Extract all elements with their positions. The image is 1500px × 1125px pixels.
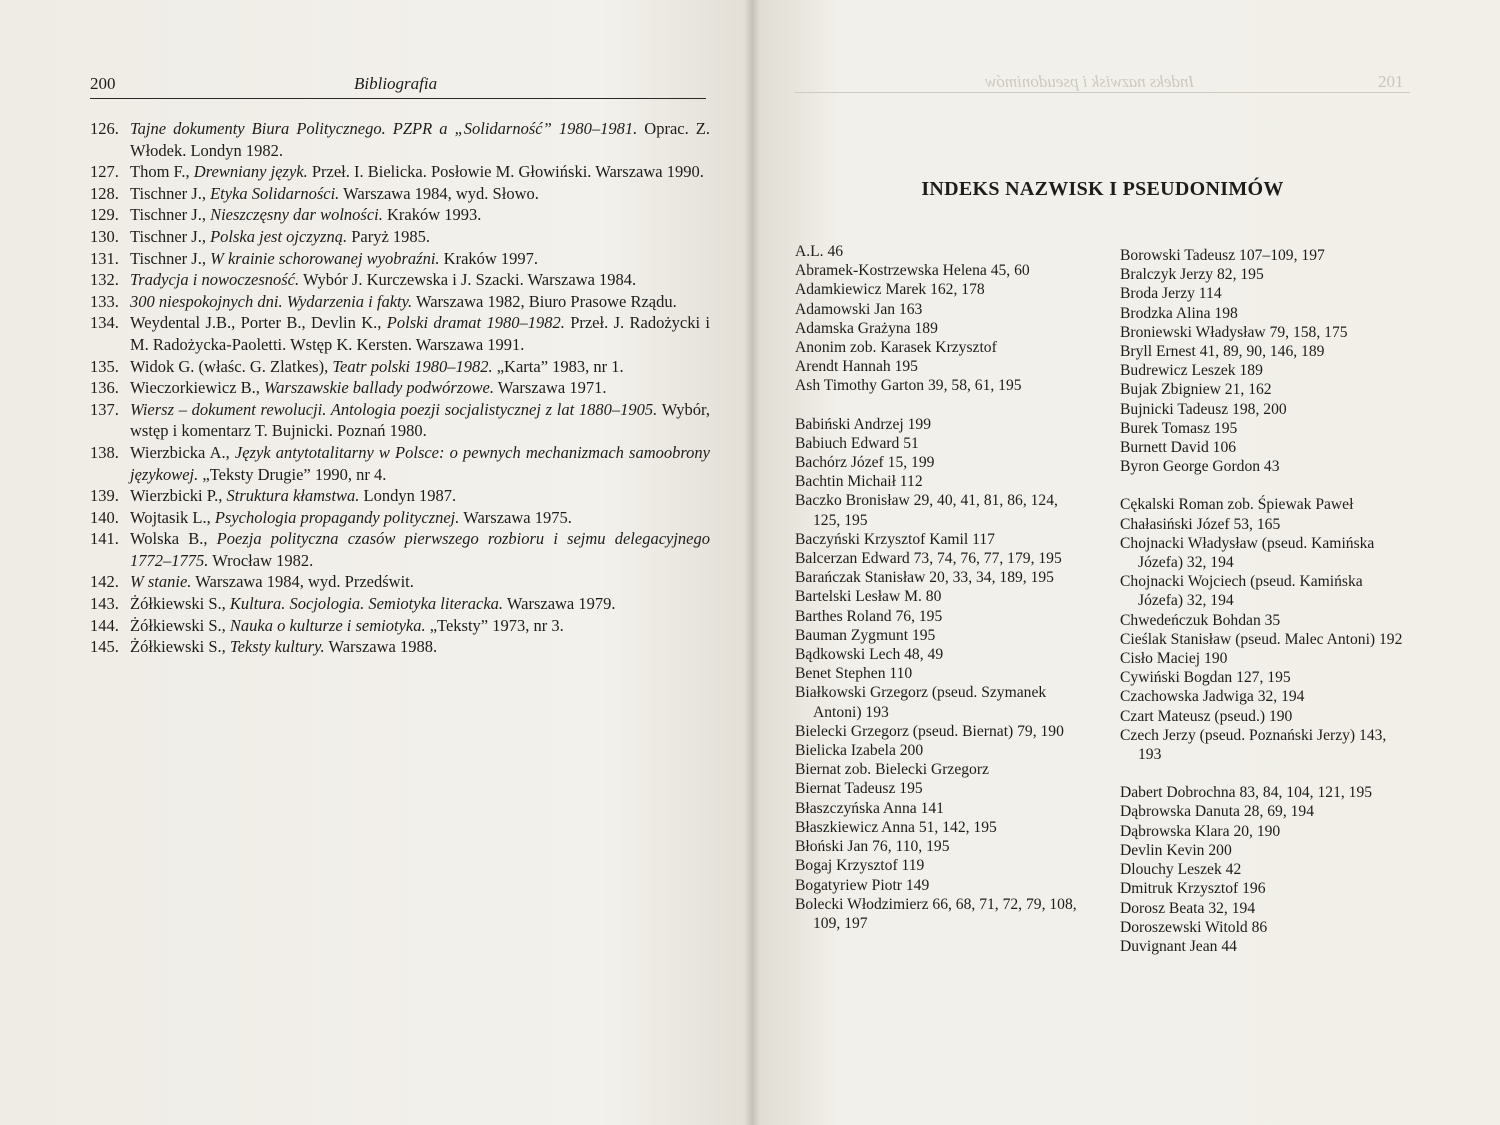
- bibliography-entry: [90, 442, 710, 485]
- entry-details: Przeł. J. Radożycki i M. Radożycka-Paoletti. Wstęp K. Kersten. Warszawa 1991.: [130, 313, 711, 354]
- entry-details: Wrocław 1982.: [208, 550, 314, 570]
- index-entry: Dąbrowska Klara 20, 190: [1120, 822, 1281, 840]
- entry-details: Paryż 1985.: [347, 226, 431, 246]
- index-entry: Czachowska Jadwiga 32, 194: [1120, 688, 1305, 706]
- bibliography-entry: [90, 248, 710, 270]
- entry-details: Kraków 1997.: [439, 248, 539, 268]
- index-entry: Devlin Kevin 200: [1120, 841, 1232, 859]
- entry-author: Żółkiewski S.,: [130, 637, 230, 657]
- entry-number: 128.: [90, 183, 119, 203]
- index-entry: Bartelski Lesław M. 80: [795, 588, 942, 606]
- entry-title: Nauka o kulturze i semiotyka.: [229, 615, 426, 635]
- entry-details: Warszawa 1971.: [493, 378, 607, 398]
- index-entry: Chałasiński Józef 53, 165: [1120, 515, 1281, 533]
- index-entry: Byron George Gordon 43: [1120, 458, 1280, 476]
- index-entry: Brodzka Alina 198: [1120, 304, 1238, 322]
- entry-number: 144.: [90, 615, 119, 635]
- entry-title: Nieszczęsny dar wolności.: [210, 205, 383, 225]
- entry-author: Żółkiewski S.,: [130, 615, 230, 635]
- entry-details: Oprac. Z. Włodek. Londyn 1982.: [130, 119, 711, 160]
- index-entry: Bielecki Grzegorz (pseud. Biernat) 79, 190: [795, 722, 1064, 740]
- entry-title: W stanie.: [130, 572, 192, 592]
- index-entry: Bogaj Krzysztof 119: [795, 857, 925, 875]
- bibliography-entry: [90, 593, 710, 615]
- entry-details: „Teksty” 1973, nr 3.: [425, 615, 564, 635]
- index-entry: Czech Jerzy (pseud. Poznański Jerzy) 143, 193: [1120, 726, 1387, 764]
- index-entry: Cisło Maciej 190: [1120, 650, 1228, 668]
- entry-author: Wojtasik L.,: [130, 507, 215, 527]
- index-entry: Bachtin Michaił 112: [795, 473, 923, 491]
- index-entry: Dąbrowska Danuta 28, 69, 194: [1120, 803, 1315, 821]
- bleed-through-page-number: 201: [1378, 72, 1404, 91]
- index-entry: Chwedeńczuk Bohdan 35: [1120, 611, 1281, 629]
- entry-details: Warszawa 1979.: [503, 594, 616, 614]
- index-entry: Budrewicz Leszek 189: [1120, 362, 1263, 380]
- entry-title: Kultura. Socjologia. Semiotyka literacka.: [229, 594, 504, 614]
- index-entry: Chojnacki Wojciech (pseud. Kamińska Józefa) 32, 194: [1120, 573, 1363, 610]
- entry-title: Tradycja i nowoczesność.: [130, 270, 300, 290]
- entry-details: Warszawa 1984, wyd. Przedświt.: [191, 572, 414, 592]
- entry-title: Poezja polityczna czasów pierwszego rozbioru i sejmu delegacyjnego 1772–1775.: [130, 529, 710, 570]
- index-entry: Burnett David 106: [1120, 439, 1237, 457]
- entry-number: 142.: [90, 572, 119, 592]
- entry-title: Tajne dokumenty Biura Politycznego. PZPR a „Solidarność” 1980–1981.: [130, 119, 638, 138]
- bibliography-entry: [90, 204, 710, 226]
- index-entry: Arendt Hannah 195: [795, 358, 918, 376]
- index-entry: Bujak Zbigniew 21, 162: [1120, 381, 1272, 399]
- bibliography-entry: [90, 485, 710, 507]
- bleed-through-running-title: Indeks nazwisk i pseudonimów: [985, 72, 1195, 91]
- index-entry: Anonim zob. Karasek Krzysztof: [795, 339, 997, 357]
- bibliography-entry: [90, 161, 710, 183]
- entry-number: 127.: [90, 162, 119, 182]
- entry-title: Drewniany język.: [193, 162, 308, 182]
- index-entry: Cękalski Roman zob. Śpiewak Paweł: [1120, 496, 1354, 514]
- running-title: Bibliografia: [354, 74, 438, 93]
- index-entry: Błoński Jan 76, 110, 195: [795, 838, 950, 856]
- entry-details: Warszawa 1982, Biuro Prasowe Rządu.: [412, 291, 677, 311]
- entry-author: Weydental J.B., Porter B., Devlin K.,: [130, 313, 387, 333]
- entry-author: Żółkiewski S.,: [130, 594, 230, 614]
- index-entry: Balcerzan Edward 73, 74, 76, 77, 179, 195: [795, 550, 1062, 568]
- index-entry: A.L. 46: [795, 243, 844, 260]
- entry-number: 140.: [90, 507, 119, 527]
- index-entry: Duvignant Jean 44: [1120, 937, 1237, 955]
- bibliography-entry: [90, 377, 710, 399]
- bibliography-entry: [90, 399, 710, 442]
- index-entry: Broniewski Władysław 79, 158, 175: [1120, 323, 1348, 341]
- entry-title: Teksty kultury.: [229, 637, 325, 657]
- entry-title: Polski dramat 1980–1982.: [386, 313, 565, 333]
- entry-number: 132.: [90, 270, 119, 290]
- entry-details: Warszawa 1975.: [459, 507, 572, 527]
- index-entry: Biernat zob. Bielecki Grzegorz: [795, 761, 989, 779]
- index-entry: Abramek-Kostrzewska Helena 45, 60: [795, 262, 1030, 280]
- index-entry: Bralczyk Jerzy 82, 195: [1120, 266, 1264, 284]
- entry-title: Polska jest ojczyzną.: [210, 226, 348, 246]
- entry-title: 300 niespokojnych dni. Wydarzenia i fakty.: [130, 291, 413, 311]
- entry-number: 131.: [90, 248, 119, 268]
- index-entry: Borowski Tadeusz 107–109, 197: [1120, 247, 1325, 264]
- entry-author: Wierzbicka A.,: [130, 442, 235, 462]
- entry-author: Tischner J.,: [130, 248, 211, 268]
- entry-details: Przeł. I. Bielicka. Posłowie M. Głowiński. Warszawa 1990.: [307, 162, 704, 182]
- index-entry: Dmitruk Krzysztof 196: [1120, 880, 1266, 898]
- index-entry: Baczyński Krzysztof Kamil 117: [795, 530, 995, 548]
- bibliography-entry: [90, 571, 710, 593]
- index-entry: Bądkowski Lech 48, 49: [795, 646, 944, 664]
- index-entry: Błaszkiewicz Anna 51, 142, 195: [795, 818, 997, 836]
- index-entry: Dabert Dobrochna 83, 84, 104, 121, 195: [1120, 784, 1373, 802]
- index-entry: Doroszewski Witold 86: [1120, 918, 1268, 936]
- index-entry: Dlouchy Leszek 42: [1120, 861, 1242, 879]
- entry-number: 135.: [90, 356, 119, 376]
- entry-details: Wybór J. Kurczewska i J. Szacki. Warszawa 1984.: [299, 270, 637, 290]
- index-letter-gap: [1120, 476, 1410, 495]
- page-number: 200: [90, 74, 116, 93]
- index-entry: Bolecki Włodzimierz 66, 68, 71, 72, 79, 108, 109, 197: [795, 895, 1077, 932]
- entry-number: 145.: [90, 637, 119, 657]
- entry-details: Kraków 1993.: [382, 205, 482, 225]
- index-entry: Cieślak Stanisław (pseud. Malec Antoni) 192: [1120, 630, 1403, 648]
- entry-number: 134.: [90, 313, 119, 333]
- bibliography-entry: [90, 118, 710, 161]
- bibliography-entry: [90, 636, 710, 658]
- entry-title: Język antytotalitarny w Polsce: o pewnych mechanizmach samoobrony językowej.: [130, 442, 710, 484]
- index-entry: Biernat Tadeusz 195: [795, 780, 923, 798]
- index-title: INDEKS NAZWISK I PSEUDONIMÓW: [921, 178, 1284, 200]
- entry-number: 143.: [90, 594, 119, 614]
- bibliography-entry: [90, 615, 710, 637]
- entry-number: 133.: [90, 291, 119, 311]
- index-entry: Cywiński Bogdan 127, 195: [1120, 669, 1291, 687]
- entry-author: Tischner J.,: [130, 205, 211, 225]
- entry-author: Thom F.,: [130, 162, 194, 182]
- index-entry: Adamska Grażyna 189: [795, 319, 938, 337]
- index-letter-gap: [795, 396, 1080, 415]
- entry-number: 130.: [90, 226, 119, 246]
- bleed-through-rule: [795, 92, 1410, 93]
- index-entry: Barańczak Stanisław 20, 33, 34, 189, 195: [795, 569, 1054, 587]
- bibliography-entry: [90, 269, 710, 291]
- index-entry: Bujnicki Tadeusz 198, 200: [1120, 400, 1287, 418]
- index-entry: Benet Stephen 110: [795, 665, 913, 683]
- bibliography-entry: [90, 356, 710, 378]
- entry-details: Wybór, wstęp i komentarz T. Bujnicki. Poznań 1980.: [130, 399, 710, 441]
- entry-title: Etyka Solidarności.: [210, 183, 340, 203]
- entry-title: W krainie schorowanej wyobraźni.: [210, 248, 440, 268]
- entry-details: Londyn 1987.: [359, 486, 457, 506]
- index-entry: Dorosz Beata 32, 194: [1120, 899, 1256, 917]
- entry-number: 139.: [90, 486, 119, 506]
- index-entry: Bachórz Józef 15, 199: [795, 454, 935, 472]
- index-entry: Adamowski Jan 163: [795, 300, 923, 318]
- index-entry: Białkowski Grzegorz (pseud. Szymanek Antoni) 193: [795, 684, 1047, 721]
- entry-title: Psychologia propagandy politycznej.: [214, 507, 460, 527]
- bibliography-entry: [90, 507, 710, 529]
- entry-author: Wieczorkiewicz B.,: [130, 378, 265, 398]
- entry-author: Widok G. (właśc. G. Zlatkes),: [130, 356, 333, 376]
- index-entry: Bogatyriew Piotr 149: [795, 876, 930, 894]
- index-entry: Broda Jerzy 114: [1120, 285, 1222, 303]
- index-column-left: [795, 242, 1080, 933]
- book-gutter: [744, 0, 760, 1125]
- index-entry: Błaszczyńska Anna 141: [795, 799, 944, 817]
- entry-number: 129.: [90, 205, 119, 225]
- entry-number: 126.: [90, 119, 119, 138]
- entry-author: Wolska B.,: [130, 529, 217, 549]
- entry-number: 138.: [90, 442, 119, 462]
- index-entry: Babiuch Edward 51: [795, 434, 919, 452]
- index-entry: Bauman Zygmunt 195: [795, 626, 936, 644]
- index-entry: Adamkiewicz Marek 162, 178: [795, 281, 985, 299]
- bibliography-entry: [90, 291, 710, 313]
- index-entry: Bryll Ernest 41, 89, 90, 146, 189: [1120, 343, 1325, 361]
- index-letter-gap: [1120, 764, 1410, 783]
- entry-title: Wiersz – dokument rewolucji. Antologia poezji socjalistycznej z lat 1880–1905.: [130, 399, 658, 419]
- entry-author: Tischner J.,: [130, 226, 211, 246]
- entry-author: Tischner J.,: [130, 183, 211, 203]
- entry-number: 137.: [90, 399, 119, 419]
- entry-number: 136.: [90, 378, 119, 398]
- entry-author: Wierzbicki P.,: [130, 486, 227, 506]
- index-entry: Bielicka Izabela 200: [795, 742, 924, 760]
- bibliography-entry: [90, 183, 710, 205]
- index-entry: Ash Timothy Garton 39, 58, 61, 195: [795, 377, 1022, 395]
- entry-title: Warszawskie ballady podwórzowe.: [264, 378, 494, 398]
- index-entry: Babiński Andrzej 199: [795, 415, 931, 433]
- bibliography-entry: [90, 312, 710, 355]
- index-entry: Barthes Roland 76, 195: [795, 607, 943, 625]
- entry-details: Warszawa 1984, wyd. Słowo.: [339, 183, 539, 203]
- entry-details: „Teksty Drugie” 1990, nr 4.: [198, 464, 387, 484]
- entry-title: Teatr polski 1980–1982.: [332, 356, 493, 376]
- entry-number: 141.: [90, 529, 119, 549]
- index-entry: Chojnacki Władysław (pseud. Kamińska Józefa) 32, 194: [1120, 534, 1375, 572]
- entry-details: Warszawa 1988.: [324, 637, 438, 657]
- index-entry: Czart Mateusz (pseud.) 190: [1120, 707, 1293, 725]
- left-running-header: [90, 70, 706, 99]
- index-entry: Burek Tomasz 195: [1120, 419, 1238, 437]
- index-column-right: [1120, 246, 1410, 956]
- entry-title: Struktura kłamstwa.: [226, 486, 360, 506]
- entry-details: „Karta” 1983, nr 1.: [492, 356, 624, 376]
- bibliography-entry: [90, 528, 710, 571]
- bibliography-entry: [90, 226, 710, 248]
- index-entry: Baczko Bronisław 29, 40, 41, 81, 86, 124, 125, 195: [795, 492, 1058, 529]
- bibliography-list: [90, 118, 710, 658]
